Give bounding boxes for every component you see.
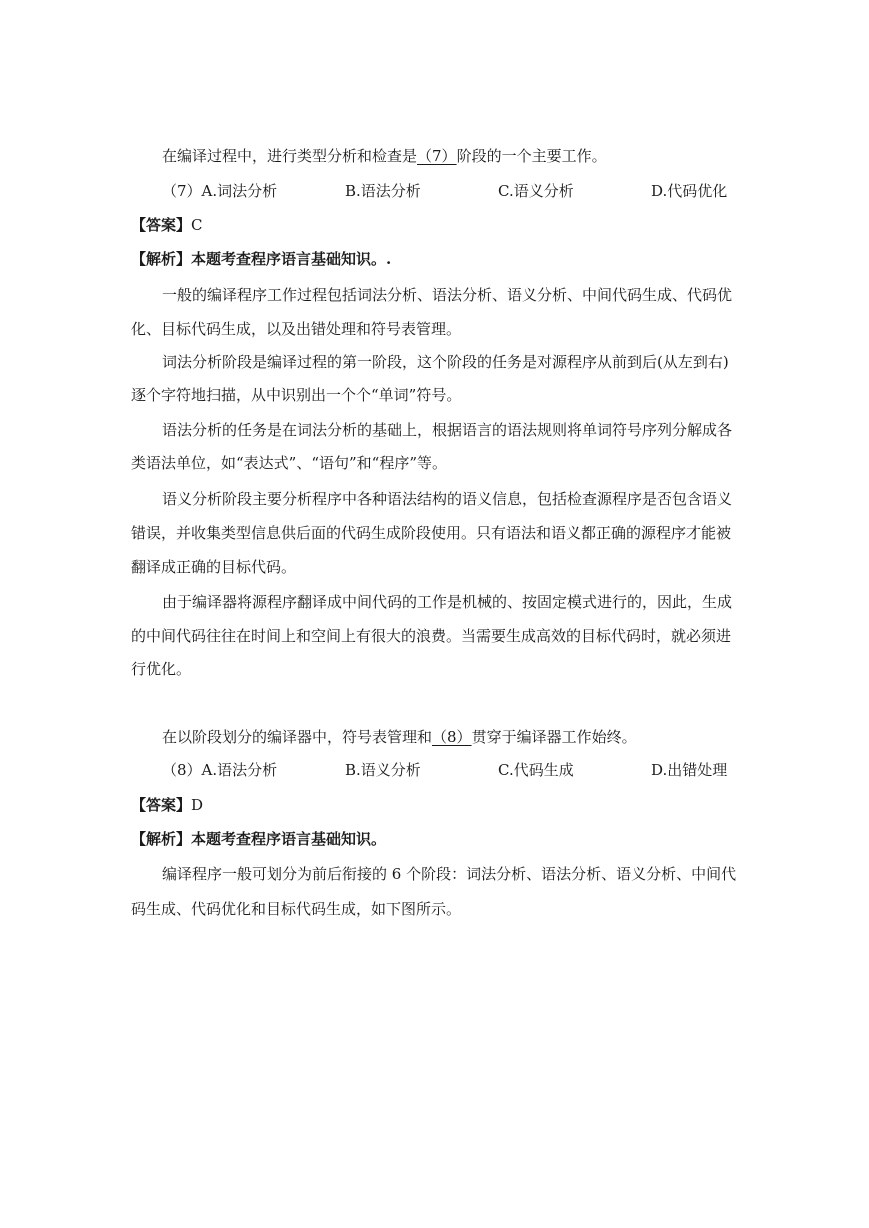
q8-stem-text-end: 贯穿于编译器工作始终。: [471, 728, 637, 746]
q8-answer-label: 【答案】: [131, 796, 192, 814]
q7-option-d: D.代码优化: [651, 182, 728, 200]
q7-para4-line1: 语义分析阶段主要分析程序中各种语法结构的语义信息，包括检查源程序是否包含语义: [162, 490, 733, 508]
q8-analysis-lead: 本题考查程序语言基础知识。: [191, 830, 387, 848]
q7-para5-line2: 的中间代码往往在时间上和空间上有很大的浪费。当需要生成高效的目标代码时，就必须进: [131, 627, 732, 645]
q7-analysis-heading: [131, 249, 391, 269]
q8-blank: （8）: [432, 728, 472, 746]
q7-answer: [131, 215, 203, 235]
q7-answer-label: 【答案】: [131, 216, 192, 234]
q7-answer-value: C: [191, 216, 203, 234]
q7-para5-line1: 由于编译器将源程序翻译成中间代码的工作是机械的、按固定模式进行的，因此，生成: [162, 593, 733, 611]
q7-para4-line2: 错误，并收集类型信息供后面的代码生成阶段使用。只有语法和语义都正确的源程序才能被: [131, 524, 732, 542]
q8-analysis-heading: [131, 829, 386, 849]
q8-stem: [162, 727, 637, 747]
q7-analysis-lead: 本题考查程序语言基础知识。.: [191, 250, 392, 268]
q8-para1-line2: 码生成、代码优化和目标代码生成，如下图所示。: [131, 900, 462, 918]
q8-option-b: B.语义分析: [345, 761, 421, 779]
q7-stem: [162, 146, 607, 166]
q7-para5-line3: 行优化。: [131, 660, 192, 678]
q7-para3-line2: 类语法单位，如“表达式”、“语句”和“程序”等。: [131, 454, 448, 472]
q8-option-a: （8）A.语法分析: [162, 761, 278, 779]
q7-para4-line3: 翻译成正确的目标代码。: [131, 558, 297, 576]
q7-para3-line1: 语法分析的任务是在词法分析的基础上，根据语言的语法规则将单词符号序列分解成各: [162, 421, 733, 439]
q8-option-d: D.出错处理: [651, 761, 728, 779]
q8-option-c: C.代码生成: [498, 761, 574, 779]
q8-answer-value: D: [191, 796, 204, 814]
q7-stem-text-end: 阶段的一个主要工作。: [456, 147, 607, 165]
q8-analysis-label: 【解析】: [131, 830, 192, 848]
q8-para1-line1: 编译程序一般可划分为前后衔接的 6 个阶段：词法分析、语法分析、语义分析、中间代: [162, 865, 737, 883]
q7-option-b: B.语法分析: [345, 182, 421, 200]
q7-para1-line2: 化、目标代码生成，以及出错处理和符号表管理。: [131, 320, 462, 338]
q7-option-a: （7）A.词法分析: [162, 182, 278, 200]
q7-analysis-label: 【解析】: [131, 250, 192, 268]
q7-para1-line1: 一般的编译程序工作过程包括词法分析、语法分析、语义分析、中间代码生成、代码优: [162, 286, 733, 304]
q7-blank: （7）: [417, 147, 457, 165]
q7-para2-line1: 词法分析阶段是编译过程的第一阶段，这个阶段的任务是对源程序从前到后(从左到右): [162, 353, 729, 371]
q7-stem-text: 在编译过程中，进行类型分析和检查是: [162, 147, 418, 165]
q8-stem-text: 在以阶段划分的编译器中，符号表管理和: [162, 728, 433, 746]
q7-option-c: C.语义分析: [498, 182, 574, 200]
q7-para2-line2: 逐个字符地扫描，从中识别出一个个“单词”符号。: [131, 386, 462, 404]
q8-answer: [131, 795, 203, 815]
